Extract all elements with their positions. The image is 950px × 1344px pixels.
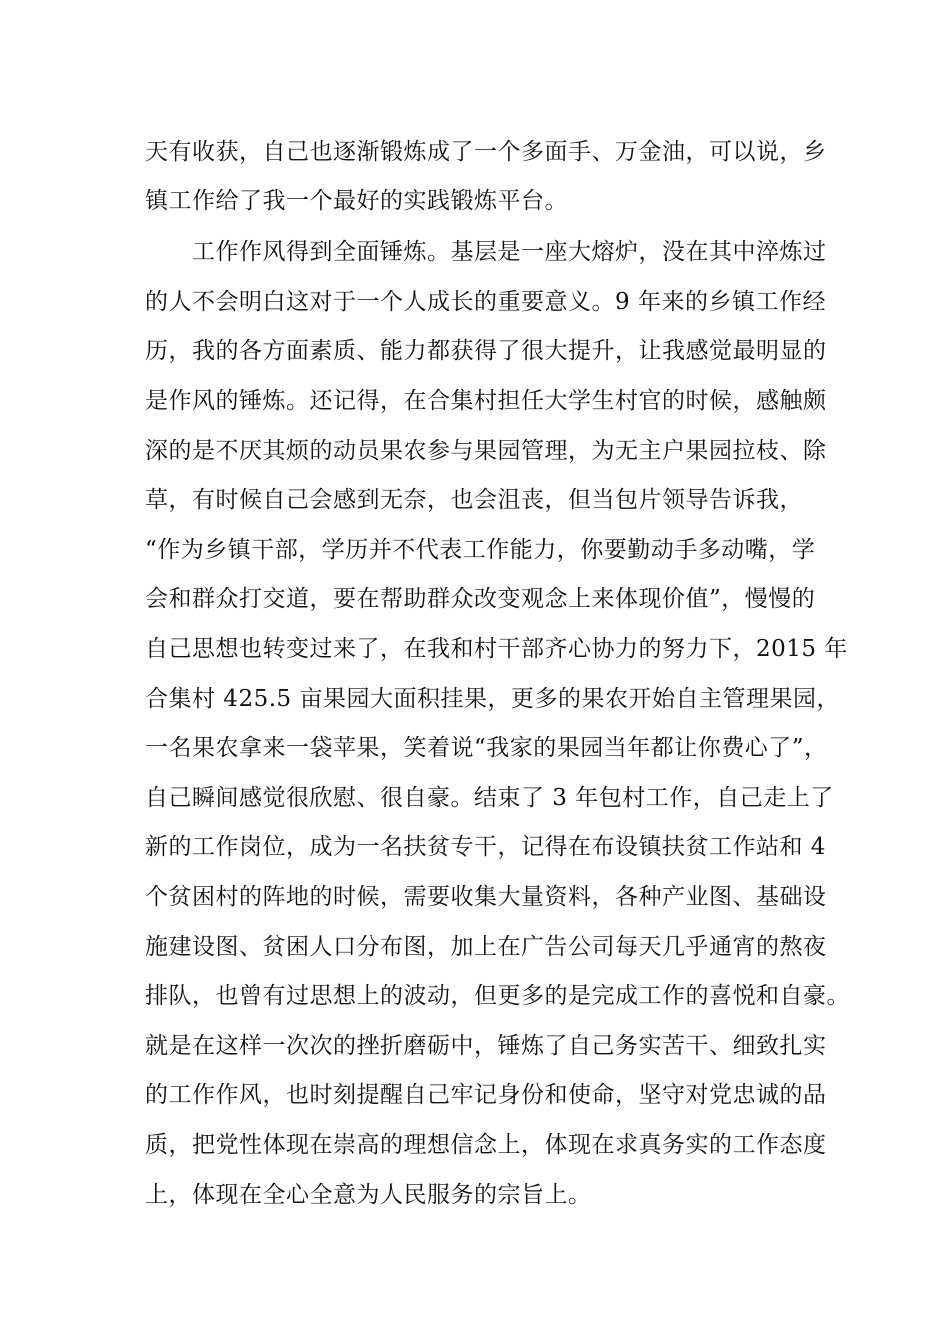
text-line: 一名果农拿来一袋苹果，笑着说“我家的果园当年都让你费心了”， bbox=[145, 735, 828, 761]
text-line: 的人不会明白这对于一个人成长的重要意义。9 年来的乡镇工作经 bbox=[145, 289, 826, 315]
text-line: 合集村 425.5 亩果园大面积挂果，更多的果农开始自主管理果园， bbox=[145, 686, 840, 712]
text-line: 自己思想也转变过来了，在我和村干部齐心协力的努力下，2015 年 bbox=[145, 636, 848, 662]
text-line: 施建设图、贫困人口分布图，加上在广告公司每天几乎通宵的熬夜 bbox=[145, 934, 827, 960]
text-line: 自己瞬间感觉很欣慰、很自豪。结束了 3 年包村工作，自己走上了 bbox=[145, 785, 834, 811]
text-line: 新的工作岗位，成为一名扶贫专干，记得在布设镇扶贫工作站和 4 bbox=[145, 834, 826, 860]
text-line: 是作风的锤炼。还记得，在合集村担任大学生村官的时候，感触颇 bbox=[145, 388, 827, 414]
text-line: 排队，也曾有过思想上的波动，但更多的是完成工作的喜悦和自豪。 bbox=[145, 983, 850, 1009]
text-line: 上，体现在全心全意为人民服务的宗旨上。 bbox=[145, 1182, 592, 1208]
text-line: “作为乡镇干部，学历并不代表工作能力，你要勤动手多动嘴，学 bbox=[145, 537, 816, 563]
text-line: 天有收获，自己也逐渐锻炼成了一个多面手、万金油，可以说，乡 bbox=[145, 139, 827, 165]
text-line: 深的是不厌其烦的动员果农参与果园管理，为无主户果园拉枝、除 bbox=[145, 438, 827, 464]
text-line: 历，我的各方面素质、能力都获得了很大提升，让我感觉最明显的 bbox=[145, 338, 827, 364]
text-line: 质，把党性体现在崇高的理想信念上，体现在求真务实的工作态度 bbox=[145, 1132, 827, 1158]
text-line: 就是在这样一次次的挫折磨砺中，锤炼了自己务实苦干、细致扎实 bbox=[145, 1033, 827, 1059]
text-line: 个贫困村的阵地的时候，需要收集大量资料，各种产业图、基础设 bbox=[145, 884, 827, 910]
text-line: 的工作作风，也时刻提醒自己牢记身份和使命，坚守对党忠诚的品 bbox=[145, 1082, 827, 1108]
text-line: 会和群众打交道，要在帮助群众改变观念上来体现价值”，慢慢的 bbox=[145, 586, 816, 612]
paragraph-heading-line: 工作作风得到全面锤炼。基层是一座大熔炉，没在其中淬炼过 bbox=[192, 239, 827, 265]
text-line: 草，有时候自己会感到无奈，也会沮丧，但当包片领导告诉我， bbox=[145, 487, 803, 513]
text-line: 镇工作给了我一个最好的实践锻炼平台。 bbox=[145, 188, 568, 214]
